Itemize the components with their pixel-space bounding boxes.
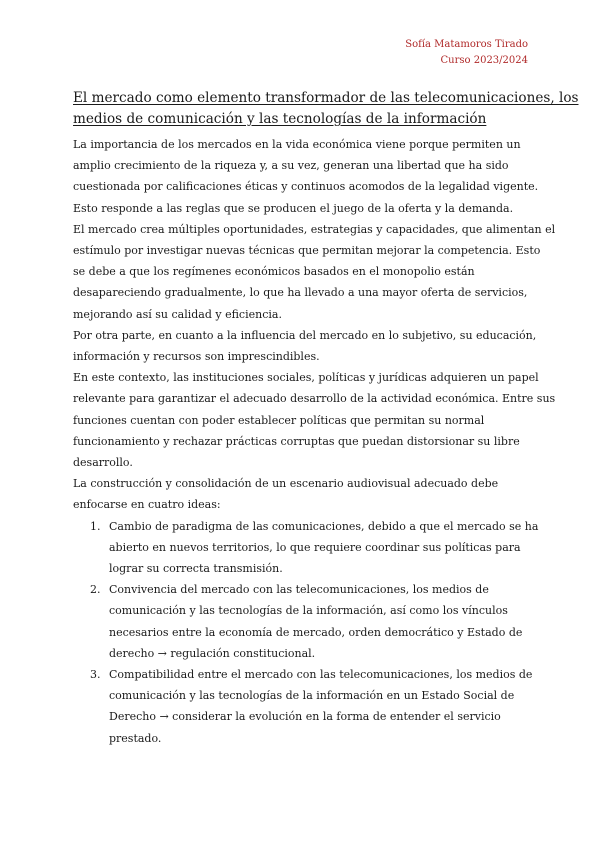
text-line: abierto en nuevos territorios, lo que requiere coordinar sus políticas para: [109, 540, 521, 554]
paragraph: [73, 134, 539, 219]
list-item: [73, 516, 539, 580]
list-number: 3.: [90, 668, 101, 682]
paragraph: [73, 367, 556, 473]
text-line: La importancia de los mercados en la vida económica viene porque permiten un: [73, 138, 521, 151]
text-line: derecho → regulación constitucional.: [109, 646, 316, 660]
ideas-list: [73, 516, 539, 749]
text-line: enfocarse en cuatro ideas:: [73, 498, 221, 512]
text-line: funcionamiento y rechazar prácticas corruptas que puedan distorsionar su libre: [73, 434, 520, 448]
course-year: Curso 2023/2024: [440, 55, 528, 66]
text-line: Por otra parte, en cuanto a la influencia del mercado en lo subjetivo, su educación,: [73, 328, 537, 342]
text-line: amplio crecimiento de la riqueza y, a su vez, generan una libertad que ha sido: [73, 159, 509, 173]
text-line: desarrollo.: [73, 456, 133, 470]
list-item: [73, 664, 531, 749]
text-line: desapareciendo gradualmente, lo que ha llevado a una mayor oferta de servicios,: [73, 286, 528, 300]
text-line: Convivencia del mercado con las telecomunicaciones, los medios de: [109, 583, 489, 597]
document-body: [73, 134, 556, 749]
text-line: El mercado crea múltiples oportunidades, estrategias y capacidades, que alimentan el: [73, 222, 556, 236]
text-line: funciones cuentan con poder establecer políticas que permitan su normal: [73, 413, 485, 427]
text-line: La construcción y consolidación de un escenario audiovisual adecuado debe: [73, 477, 499, 491]
paragraph: [73, 219, 556, 325]
document-title: [73, 88, 579, 130]
text-line: cuestionada por calificaciones éticas y continuos acomodos de la legalidad vigente.: [73, 180, 539, 194]
text-line: Derecho → considerar la evolución en la forma de entender el servicio: [109, 710, 501, 724]
text-line: estímulo por investigar nuevas técnicas que permitan mejorar la competencia. Esto: [73, 244, 541, 258]
text-line: prestado.: [109, 731, 162, 745]
text-line: información y recursos son imprescindibles.: [73, 350, 320, 364]
list-number: 2.: [90, 583, 101, 597]
text-line: Cambio de paradigma de las comunicaciones, debido a que el mercado se ha: [109, 519, 539, 533]
paragraph: [73, 325, 537, 367]
title-line: El mercado como elemento transformador de las telecomunicaciones, los: [73, 90, 579, 106]
list-number: 1.: [90, 519, 101, 533]
list-item: [73, 579, 531, 664]
text-line: Compatibilidad entre el mercado con las telecomunicaciones, los medios de: [109, 668, 533, 682]
text-line: necesarios entre la economía de mercado, orden democrático y Estado de: [109, 625, 523, 639]
title-line: medios de comunicación y las tecnologías de la información: [73, 111, 487, 127]
text-line: En este contexto, las instituciones sociales, políticas y jurídicas adquieren un papel: [73, 371, 539, 385]
author-name: Sofía Matamoros Tirado: [405, 39, 528, 50]
text-line: comunicación y las tecnologías de la información, así como los vínculos: [109, 604, 508, 618]
text-line: se debe a que los regímenes económicos basados en el monopolio están: [73, 265, 475, 279]
text-line: Esto responde a las reglas que se producen el juego de la oferta y la demanda.: [73, 201, 514, 215]
text-line: mejorando así su calidad y eficiencia.: [73, 307, 282, 321]
text-line: comunicación y las tecnologías de la información en un Estado Social de: [109, 689, 515, 703]
text-line: relevante para garantizar el adecuado desarrollo de la actividad económica. Entre sus: [73, 392, 556, 406]
text-line: lograr su correcta transmisión.: [109, 562, 283, 576]
page-header: [405, 37, 528, 69]
paragraph: [73, 473, 531, 515]
